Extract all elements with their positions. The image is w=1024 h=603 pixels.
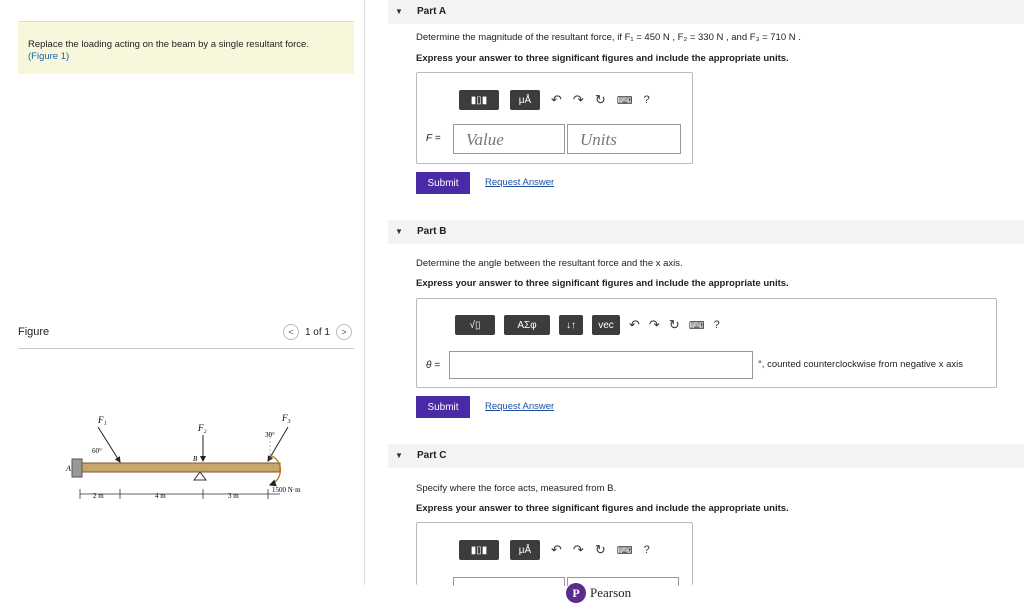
part-c-answer-box <box>416 522 693 585</box>
part-a-request-answer-link[interactable]: Request Answer <box>485 177 555 188</box>
part-b-answer-box <box>416 298 997 388</box>
collapse-triangle-icon[interactable]: ▼ <box>395 7 403 16</box>
problem-statement <box>18 21 354 74</box>
part-a-submit-button[interactable]: Submit <box>416 172 470 194</box>
part-b-question: Determine the angle between the resultant force and the x axis. <box>416 258 683 269</box>
part-b-header[interactable] <box>388 220 1024 244</box>
label-angle-30: 30° <box>265 431 275 439</box>
label-f3: F₃ <box>282 413 291 423</box>
label-dim-3m: 3 m <box>228 492 239 500</box>
beam-figure <box>60 405 330 510</box>
sub-sup-button[interactable]: ↓↑ <box>559 315 583 335</box>
sqrt-template-button[interactable]: √▯ <box>455 315 495 335</box>
label-angle-60: 60° <box>92 447 102 455</box>
beam <box>80 463 280 472</box>
figure-pager <box>283 324 352 340</box>
part-a-label: Part A <box>417 6 447 17</box>
undo-icon[interactable]: ↶ <box>551 542 562 557</box>
part-c-header[interactable] <box>388 444 1024 468</box>
part-a-instruction: Express your answer to three significant figures and include the appropriate units. <box>416 53 789 64</box>
redo-icon[interactable]: ↷ <box>572 542 584 557</box>
undo-icon[interactable]: ↶ <box>551 92 562 107</box>
part-b-variable-label: θ = <box>426 360 441 371</box>
redo-icon[interactable]: ↷ <box>648 317 660 332</box>
part-b-suffix: °, counted counterclockwise from negative x axis <box>758 359 963 370</box>
part-c-toolbar <box>459 540 650 560</box>
part-b-toolbar <box>455 315 720 335</box>
keyboard-icon[interactable]: ⌨ <box>688 319 705 332</box>
reset-icon[interactable]: ↻ <box>594 92 606 107</box>
reset-icon[interactable]: ↻ <box>668 317 680 332</box>
roller-support <box>194 472 206 480</box>
label-f1: F₁ <box>98 415 107 425</box>
part-b-instruction: Express your answer to three significant figures and include the appropriate units. <box>416 278 789 289</box>
part-c-instruction: Express your answer to three significant figures and include the appropriate units. <box>416 503 789 514</box>
templates-icon[interactable]: ▮▯▮ <box>459 540 499 560</box>
problem-text: Replace the loading acting on the beam by a single resultant force. <box>28 39 309 50</box>
keyboard-icon[interactable]: ⌨ <box>616 94 633 107</box>
label-dim-2m: 2 m <box>93 492 104 500</box>
label-f2: F₂ <box>198 423 207 433</box>
part-a-toolbar <box>459 90 650 110</box>
part-c-question: Specify where the force acts, measured from B. <box>416 483 617 494</box>
units-button[interactable]: μÅ <box>510 90 540 110</box>
next-figure-button[interactable]: > <box>336 324 352 340</box>
part-a-header[interactable] <box>388 0 1024 24</box>
label-moment: 1500 N·m <box>272 486 301 494</box>
figure-link[interactable]: (Figure 1) <box>28 51 70 62</box>
units-input[interactable]: Units <box>567 124 681 154</box>
pearson-logo-icon: P <box>566 583 586 603</box>
undo-icon[interactable]: ↶ <box>629 317 640 332</box>
figure-header <box>18 324 354 349</box>
collapse-triangle-icon[interactable]: ▼ <box>395 451 403 460</box>
panel-divider <box>364 0 365 585</box>
angle-input[interactable] <box>449 351 753 379</box>
prev-figure-button[interactable]: < <box>283 324 299 340</box>
value-input[interactable] <box>453 577 565 586</box>
part-c-label: Part C <box>417 450 447 461</box>
units-button[interactable]: μÅ <box>510 540 540 560</box>
greek-button[interactable]: ΑΣφ <box>504 315 550 335</box>
pearson-brand: Pearson <box>590 585 632 600</box>
figure-page-indicator: 1 of 1 <box>304 326 330 338</box>
collapse-triangle-icon[interactable]: ▼ <box>395 227 403 236</box>
help-button[interactable]: ? <box>643 94 650 106</box>
part-a-question: Determine the magnitude of the resultant force, if F₁ = 450 N , F₂ = 330 N , and F₃ = 710 N . <box>416 32 801 43</box>
part-b-label: Part B <box>417 226 447 237</box>
help-button[interactable]: ? <box>643 544 650 556</box>
part-b-submit-button[interactable]: Submit <box>416 396 470 418</box>
vector-button[interactable]: vec <box>592 315 620 335</box>
pearson-footer <box>566 583 631 603</box>
part-a-variable-label: F = <box>426 133 441 144</box>
value-input[interactable]: Value <box>453 124 565 154</box>
label-b: B <box>193 455 198 463</box>
redo-icon[interactable]: ↷ <box>572 92 584 107</box>
keyboard-icon[interactable]: ⌨ <box>616 544 633 557</box>
part-b-request-answer-link[interactable]: Request Answer <box>485 401 555 412</box>
label-a: A <box>66 464 71 473</box>
help-button[interactable]: ? <box>713 319 720 331</box>
label-dim-4m: 4 m <box>155 492 166 500</box>
reset-icon[interactable]: ↻ <box>594 542 606 557</box>
figure-title: Figure <box>18 326 50 338</box>
force-f1-arrow <box>98 427 120 462</box>
wall-support <box>72 459 82 477</box>
templates-icon[interactable]: ▮▯▮ <box>459 90 499 110</box>
part-a-answer-box <box>416 72 693 164</box>
